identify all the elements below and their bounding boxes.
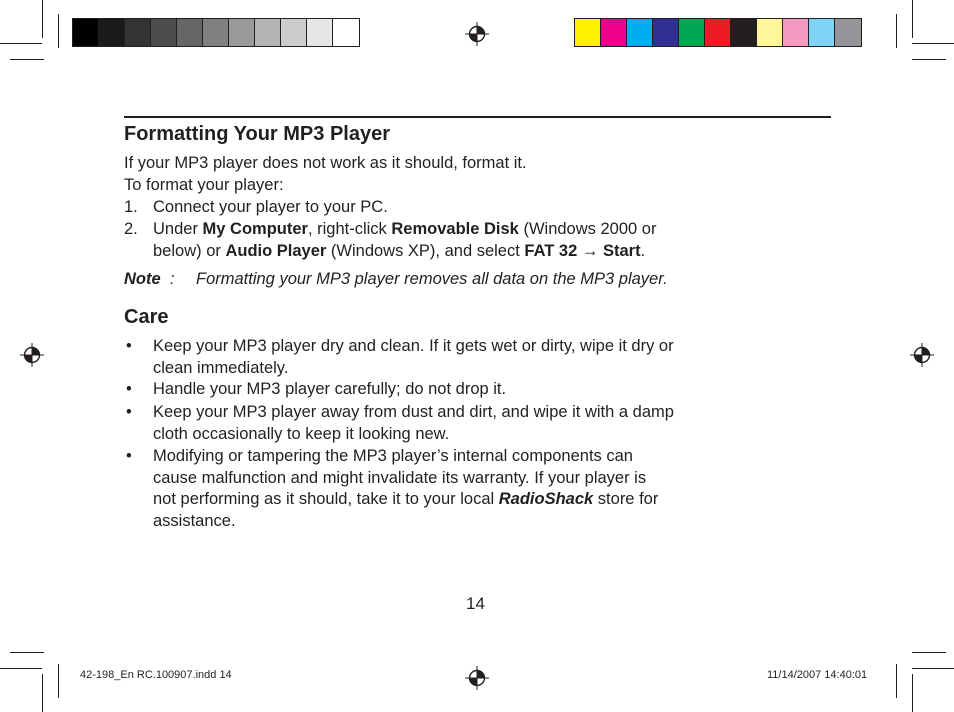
color-swatch: [203, 19, 229, 46]
step-number: 1.: [124, 198, 138, 216]
list-item: clean immediately.: [153, 359, 289, 377]
crop-mark: [10, 59, 44, 60]
color-swatch: [731, 19, 757, 46]
registration-mark-icon: [910, 343, 934, 367]
registration-mark-icon: [465, 666, 489, 690]
crop-mark: [10, 652, 44, 653]
bullet-icon: •: [126, 447, 132, 465]
crop-mark: [912, 652, 946, 653]
color-swatch: [575, 19, 601, 46]
crop-mark: [912, 668, 954, 669]
color-swatch: [601, 19, 627, 46]
color-swatch: [125, 19, 151, 46]
crop-mark: [58, 14, 59, 48]
crop-mark: [42, 674, 43, 712]
top-rule: [124, 116, 831, 118]
list-item: Keep your MP3 player dry and clean. If it gets wet or dirty, wipe it dry or: [153, 337, 674, 355]
bullet-icon: •: [126, 380, 132, 398]
color-swatch: [653, 19, 679, 46]
list-item: not performing as it should, take it to your local RadioShack store for: [153, 490, 659, 508]
step-number: 2.: [124, 220, 138, 238]
slug-file-info: 42-198_En RC.100907.indd 14: [80, 669, 232, 681]
grayscale-bar: [72, 18, 360, 47]
color-swatch: [835, 19, 861, 46]
bullet-icon: •: [126, 337, 132, 355]
color-swatch: [705, 19, 731, 46]
bullet-icon: •: [126, 403, 132, 421]
crop-mark: [912, 43, 954, 44]
color-swatch: [333, 19, 359, 46]
color-swatch: [99, 19, 125, 46]
registration-mark-icon: [20, 343, 44, 367]
note-colon: :: [170, 270, 175, 288]
note-text: Formatting your MP3 player removes all data on the MP3 player.: [196, 270, 668, 288]
registration-mark-icon: [465, 22, 489, 46]
color-swatch: [679, 19, 705, 46]
color-swatch: [229, 19, 255, 46]
list-item: Handle your MP3 player carefully; do not drop it.: [153, 380, 507, 398]
page-title: Formatting Your MP3 Player: [124, 123, 390, 145]
step-text: Connect your player to your PC.: [153, 198, 388, 216]
color-swatch: [281, 19, 307, 46]
step-text: below) or Audio Player (Windows XP), and select FAT 32 → Start.: [153, 242, 646, 260]
color-swatch: [307, 19, 333, 46]
color-swatch: [255, 19, 281, 46]
color-swatch: [627, 19, 653, 46]
color-swatch: [757, 19, 783, 46]
list-item: Modifying or tampering the MP3 player’s internal components can: [153, 447, 633, 465]
color-swatch: [73, 19, 99, 46]
color-swatch: [177, 19, 203, 46]
crop-mark: [42, 0, 43, 38]
slug-timestamp: 11/14/2007 14:40:01: [767, 669, 868, 681]
crop-mark: [896, 664, 897, 698]
page-number: 14: [466, 594, 485, 613]
color-swatch: [151, 19, 177, 46]
list-item: assistance.: [153, 512, 236, 530]
list-item: cloth occasionally to keep it looking new.: [153, 425, 450, 443]
step-text: Under My Computer, right-click Removable Disk (Windows 2000 or: [153, 220, 657, 238]
crop-mark: [912, 59, 946, 60]
section-heading-care: Care: [124, 306, 169, 328]
color-swatch: [809, 19, 835, 46]
color-swatch: [783, 19, 809, 46]
brand-name: RadioShack: [498, 490, 594, 508]
color-bar: [574, 18, 862, 47]
crop-mark: [912, 674, 913, 712]
list-item: cause malfunction and might invalidate its warranty. If your player is: [153, 469, 647, 487]
crop-mark: [896, 14, 897, 48]
crop-mark: [0, 43, 42, 44]
crop-mark: [0, 668, 42, 669]
note-label: Note: [124, 270, 161, 288]
arrow-icon: →: [577, 242, 603, 260]
intro-text: If your MP3 player does not work as it should, format it.: [124, 154, 527, 172]
crop-mark: [58, 664, 59, 698]
intro-text: To format your player:: [124, 176, 284, 194]
list-item: Keep your MP3 player away from dust and dirt, and wipe it with a damp: [153, 403, 674, 421]
crop-mark: [912, 0, 913, 38]
